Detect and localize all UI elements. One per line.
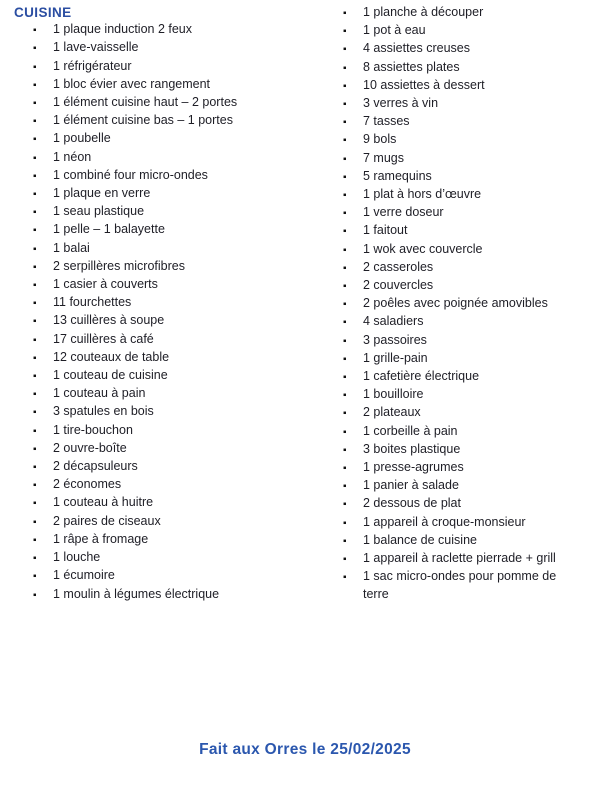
- bullet-square-icon: ▪: [33, 425, 37, 437]
- bullet-square-icon: ▪: [33, 207, 37, 219]
- bullet-square-icon: ▪: [33, 352, 37, 364]
- list-item: [324, 131, 572, 149]
- bullet-square-icon: ▪: [343, 353, 347, 365]
- bullet-square-icon: ▪: [343, 171, 347, 183]
- list-item: [324, 550, 572, 568]
- list-item: [14, 367, 324, 385]
- list-item-text: 5 ramequins: [363, 168, 432, 183]
- list-item: [324, 259, 572, 277]
- bullet-square-icon: ▪: [343, 226, 347, 238]
- bullet-square-icon: ▪: [343, 8, 347, 19]
- list-item-text: 1 pelle – 1 balayette: [53, 222, 165, 237]
- list-item-text: 1 grille-pain: [363, 350, 428, 365]
- list-item-text: 1 presse-agrumes: [363, 460, 464, 475]
- bullet-square-icon: ▪: [343, 262, 347, 274]
- bullet-square-icon: ▪: [343, 517, 347, 529]
- bullet-square-icon: ▪: [33, 152, 37, 164]
- bullet-square-icon: ▪: [33, 480, 37, 492]
- list-item-text: 1 élément cuisine bas – 1 portes: [53, 113, 233, 128]
- list-item-text: 1 cafetière électrique: [363, 369, 480, 384]
- bullet-square-icon: ▪: [343, 426, 347, 438]
- list-item-text: 1 poubelle: [53, 131, 111, 146]
- inventory-list-left: [14, 21, 324, 604]
- bullet-square-icon: ▪: [343, 135, 347, 147]
- list-item-text: 2 couvercles: [363, 278, 434, 293]
- list-item-text: 1 râpe à fromage: [53, 531, 149, 546]
- bullet-square-icon: ▪: [343, 535, 347, 547]
- list-item: [14, 39, 324, 57]
- list-item-text: 17 cuillères à café: [53, 331, 154, 346]
- list-item: [14, 294, 324, 312]
- bullet-square-icon: ▪: [33, 571, 37, 583]
- list-item: [324, 4, 572, 22]
- list-item: [14, 276, 324, 294]
- list-item: [14, 586, 324, 604]
- list-item-text: 4 saladiers: [363, 314, 424, 329]
- list-item: [14, 458, 324, 476]
- list-item-text: 1 plat à hors d’œuvre: [363, 187, 482, 202]
- list-item: [324, 459, 572, 477]
- list-item-text: 2 ouvre-boîte: [53, 440, 127, 455]
- list-item-text: 1 seau plastique: [53, 204, 145, 219]
- list-item: [14, 349, 324, 367]
- bullet-square-icon: ▪: [33, 98, 37, 110]
- list-item-text: 1 plaque induction 2 feux: [53, 22, 192, 37]
- bullet-square-icon: ▪: [343, 153, 347, 165]
- bullet-square-icon: ▪: [343, 299, 347, 311]
- list-item-text: 1 bouilloire: [363, 387, 424, 402]
- list-item: [14, 149, 324, 167]
- bullet-square-icon: ▪: [33, 516, 37, 528]
- list-item: [14, 422, 324, 440]
- list-item-text: 1 moulin à légumes électrique: [53, 586, 220, 601]
- list-item-text: 1 planche à découper: [363, 5, 484, 19]
- bullet-square-icon: ▪: [33, 443, 37, 455]
- list-item: [324, 368, 572, 386]
- bullet-square-icon: ▪: [33, 589, 37, 601]
- list-item-text: 9 bols: [363, 132, 397, 147]
- bullet-square-icon: ▪: [33, 25, 37, 37]
- list-item: [14, 567, 324, 585]
- list-item-text: 13 cuillères à soupe: [53, 313, 165, 328]
- bullet-square-icon: ▪: [343, 554, 347, 566]
- list-item-text: 2 paires de ciseaux: [53, 513, 161, 528]
- list-item-text: 1 couteau de cuisine: [53, 368, 168, 383]
- bullet-square-icon: ▪: [33, 389, 37, 401]
- list-item: [324, 77, 572, 95]
- list-item-text: 1 pot à eau: [363, 23, 426, 38]
- list-item: [14, 385, 324, 403]
- list-item-text: 2 poêles avec poignée amovibles: [363, 296, 548, 311]
- bullet-square-icon: ▪: [343, 481, 347, 493]
- list-item: [324, 313, 572, 331]
- list-item-text: 1 lave-vaisselle: [53, 40, 139, 55]
- footer-date-line: Fait aux Orres le 25/02/2025: [199, 741, 411, 758]
- bullet-square-icon: ▪: [343, 444, 347, 456]
- list-item: [324, 204, 572, 222]
- bullet-square-icon: ▪: [343, 499, 347, 511]
- bullet-square-icon: ▪: [343, 281, 347, 293]
- bullet-square-icon: ▪: [343, 244, 347, 256]
- bullet-square-icon: ▪: [343, 335, 347, 347]
- list-item-text: 1 casier à couverts: [53, 277, 158, 292]
- list-item-text: 1 tire-bouchon: [53, 422, 133, 437]
- list-item: [14, 494, 324, 512]
- list-item-text: 1 bloc évier avec rangement: [53, 76, 211, 91]
- list-item-text: 1 appareil à raclette pierrade + grill: [363, 551, 556, 566]
- list-item: [324, 295, 572, 313]
- list-item: [14, 167, 324, 185]
- list-item-text: 12 couteaux de table: [53, 349, 170, 364]
- list-item-text: 1 néon: [53, 149, 92, 164]
- list-item: [14, 513, 324, 531]
- list-item-text: 2 serpillères microfibres: [53, 258, 185, 273]
- list-item-text: 11 fourchettes: [53, 295, 132, 310]
- list-item-text: 1 verre doseur: [363, 205, 444, 220]
- list-item: [324, 59, 572, 77]
- list-item-text: 2 économes: [53, 477, 122, 492]
- bullet-square-icon: ▪: [343, 408, 347, 420]
- bullet-square-icon: ▪: [33, 189, 37, 201]
- bullet-square-icon: ▪: [33, 371, 37, 383]
- inventory-list-right: [324, 4, 572, 603]
- list-item-text: 1 panier à salade: [363, 478, 459, 493]
- list-item: [324, 241, 572, 259]
- list-item: [324, 386, 572, 404]
- list-item-text: 7 tasses: [363, 114, 410, 129]
- list-item: [14, 94, 324, 112]
- list-item: [14, 76, 324, 94]
- list-item-text: 10 assiettes à dessert: [363, 77, 485, 92]
- list-item: [324, 532, 572, 550]
- bullet-square-icon: ▪: [33, 243, 37, 255]
- bullet-square-icon: ▪: [343, 62, 347, 74]
- bullet-square-icon: ▪: [33, 498, 37, 510]
- bullet-square-icon: ▪: [33, 534, 37, 546]
- bullet-square-icon: ▪: [343, 190, 347, 202]
- bullet-square-icon: ▪: [33, 462, 37, 474]
- list-item: [324, 332, 572, 350]
- list-item: [14, 258, 324, 276]
- list-item-text: 1 corbeille à pain: [363, 423, 458, 438]
- list-item: [14, 403, 324, 421]
- list-item-text: 2 dessous de plat: [363, 496, 461, 511]
- list-item: [14, 185, 324, 203]
- list-item: [324, 568, 572, 602]
- list-item-text: 3 passoires: [363, 332, 427, 347]
- bullet-square-icon: ▪: [33, 170, 37, 182]
- list-item: [324, 350, 572, 368]
- list-item-text: 1 wok avec couvercle: [363, 241, 483, 256]
- list-item: [14, 130, 324, 148]
- list-item-text: 1 élément cuisine haut – 2 portes: [53, 95, 238, 110]
- list-item: [324, 186, 572, 204]
- bullet-square-icon: ▪: [33, 334, 37, 346]
- bullet-square-icon: ▪: [343, 372, 347, 384]
- page-title: CUISINE: [14, 5, 72, 20]
- list-item: [14, 531, 324, 549]
- list-item: [324, 277, 572, 295]
- bullet-square-icon: ▪: [33, 280, 37, 292]
- bullet-square-icon: ▪: [33, 553, 37, 565]
- list-item: [14, 203, 324, 221]
- inventory-column-left: [14, 4, 324, 604]
- list-item: [14, 440, 324, 458]
- bullet-square-icon: ▪: [343, 80, 347, 92]
- list-item-text: 2 plateaux: [363, 405, 421, 420]
- list-item-text: 1 appareil à croque-monsieur: [363, 514, 526, 529]
- list-item: [324, 150, 572, 168]
- bullet-square-icon: ▪: [343, 26, 347, 38]
- bullet-square-icon: ▪: [343, 44, 347, 56]
- list-item-text: 1 couteau à pain: [53, 386, 146, 401]
- list-item-text: 1 sac micro-ondes pour pomme de terre: [363, 569, 557, 601]
- bullet-square-icon: ▪: [343, 463, 347, 475]
- list-item-text: 3 verres à vin: [363, 96, 439, 111]
- inventory-column-right: [324, 4, 572, 604]
- list-item-text: 1 plaque en verre: [53, 186, 151, 201]
- list-item-text: 3 spatules en bois: [53, 404, 154, 419]
- list-item: [14, 476, 324, 494]
- bullet-square-icon: ▪: [33, 261, 37, 273]
- list-item-text: 1 louche: [53, 550, 101, 565]
- list-item: [324, 423, 572, 441]
- list-item-text: 1 réfrigérateur: [53, 58, 132, 73]
- list-item-text: 1 balai: [53, 240, 90, 255]
- list-item: [14, 549, 324, 567]
- list-item: [14, 112, 324, 130]
- list-item-text: 8 assiettes plates: [363, 59, 460, 74]
- bullet-square-icon: ▪: [33, 79, 37, 91]
- list-item: [324, 95, 572, 113]
- list-item-text: 1 écumoire: [53, 568, 115, 583]
- bullet-square-icon: ▪: [343, 117, 347, 129]
- list-item-text: 2 décapsuleurs: [53, 459, 138, 474]
- list-item: [14, 331, 324, 349]
- bullet-square-icon: ▪: [33, 61, 37, 73]
- list-item: [324, 441, 572, 459]
- list-item-text: 2 casseroles: [363, 259, 434, 274]
- list-item: [324, 113, 572, 131]
- list-item: [324, 168, 572, 186]
- list-item-text: 1 couteau à huitre: [53, 495, 154, 510]
- list-item: [14, 221, 324, 239]
- list-item-text: 1 combiné four micro-ondes: [53, 167, 208, 182]
- bullet-square-icon: ▪: [343, 572, 347, 584]
- list-item: [324, 222, 572, 240]
- list-item: [324, 40, 572, 58]
- bullet-square-icon: ▪: [33, 134, 37, 146]
- list-item-text: 1 balance de cuisine: [363, 532, 477, 547]
- bullet-square-icon: ▪: [343, 208, 347, 220]
- bullet-square-icon: ▪: [33, 116, 37, 128]
- list-item: [14, 58, 324, 76]
- bullet-square-icon: ▪: [343, 390, 347, 402]
- list-item: [324, 404, 572, 422]
- bullet-square-icon: ▪: [343, 99, 347, 111]
- bullet-square-icon: ▪: [33, 43, 37, 55]
- bullet-square-icon: ▪: [33, 407, 37, 419]
- list-item: [324, 514, 572, 532]
- list-item-text: 7 mugs: [363, 150, 404, 165]
- list-item-text: 4 assiettes creuses: [363, 41, 470, 56]
- bullet-square-icon: ▪: [33, 316, 37, 328]
- bullet-square-icon: ▪: [33, 225, 37, 237]
- list-item-text: 3 boites plastique: [363, 441, 461, 456]
- list-item: [14, 312, 324, 330]
- list-item-text: 1 faitout: [363, 223, 408, 238]
- bullet-square-icon: ▪: [343, 317, 347, 329]
- list-item: [14, 240, 324, 258]
- list-item: [324, 495, 572, 513]
- bullet-square-icon: ▪: [33, 298, 37, 310]
- list-item: [324, 477, 572, 495]
- list-item: [324, 22, 572, 40]
- list-item: [14, 21, 324, 39]
